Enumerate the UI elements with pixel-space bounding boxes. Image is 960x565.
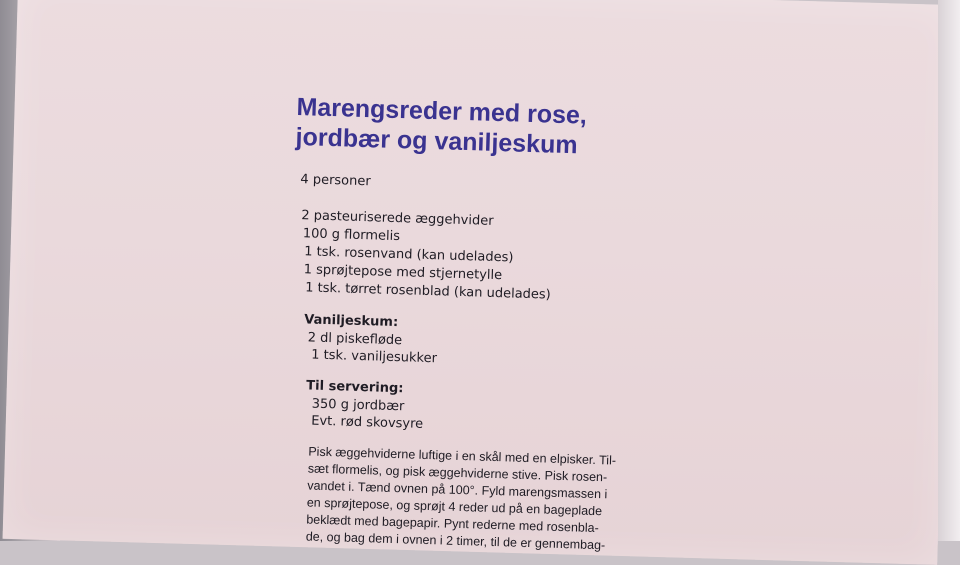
ingredient-item: 1 sprøjtepose med stjernetylle xyxy=(303,262,503,284)
ingredient-item: 1 tsk. rosenvand (kan udelades) xyxy=(304,244,514,266)
recipe-content xyxy=(284,92,657,555)
method-line: beklædt med bagepapir. Pynt rederne med rosenbla- xyxy=(306,512,599,536)
ingredient-item: 350 g jordbær xyxy=(311,396,405,415)
servings: 4 personer xyxy=(300,172,371,190)
method-line: vandet i. Tænd ovnen på 100°. Fyld marengsmassen i xyxy=(307,478,608,502)
servering-heading: Til servering: xyxy=(306,378,404,397)
ingredient-item: Evt. rød skovsyre xyxy=(311,413,424,432)
title-line-1: Marengsreder med rose, xyxy=(296,92,588,130)
ingredient-item: 100 g flormelis xyxy=(302,226,401,245)
title-line-2: jordbær og vaniljeskum xyxy=(295,122,578,160)
method-line: de, og bag dem i ovnen i 2 timer, til de er gennembag- xyxy=(305,529,606,553)
recipe-title xyxy=(295,92,657,163)
method-text xyxy=(306,443,629,554)
ingredient-item: 2 pasteuriserede æggehvider xyxy=(301,208,494,229)
paper-edge xyxy=(938,0,960,541)
ingredient-list xyxy=(299,207,654,307)
method-line: Pisk æggehviderne luftige i en skål med en elpisker. Til- xyxy=(308,444,617,468)
vaniljeskum-heading: Vaniljeskum: xyxy=(304,312,399,331)
ingredient-item: 1 tsk. tørret rosenblad (kan udelades) xyxy=(304,280,551,303)
method-line: en sprøjtepose, og sprøjt 4 reder ud på en bageplade xyxy=(306,495,603,519)
method-line: sæt flormelis, og pisk æggehviderne stive. Pisk rosen- xyxy=(307,461,608,485)
ingredient-item: 1 tsk. vaniljesukker xyxy=(310,347,438,367)
ingredient-item: 2 dl piskefløde xyxy=(307,330,403,349)
